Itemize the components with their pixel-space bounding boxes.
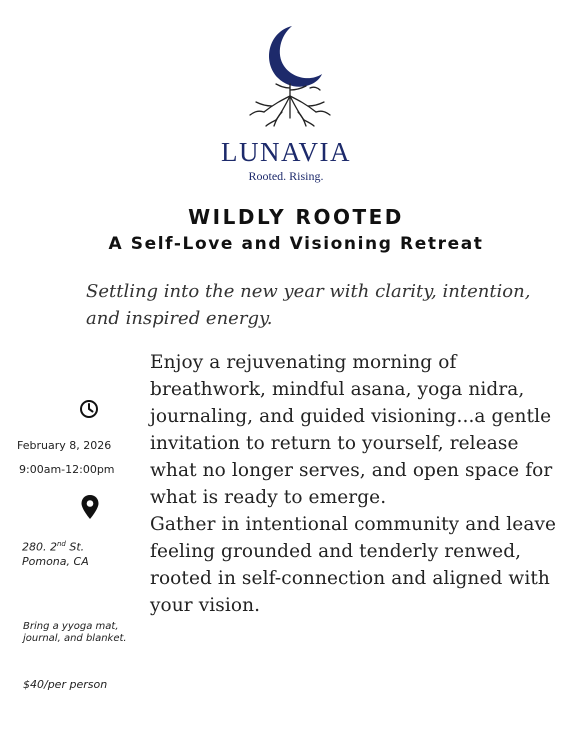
brand-name: LUNAVIA	[221, 137, 351, 167]
moon-roots-logo	[248, 16, 332, 128]
description-paragraph: Enjoy a rejuvenating morning of breathwork, mindful asana, yoga nidra, journaling, and guided visioning...a gentle invitation to return to yourself, release what no longer serves, and open space for what is ready to emerge.	[150, 352, 553, 508]
intro-text: Settling into the new year with clarity, intention, and inspired energy.	[86, 281, 531, 329]
clock-icon	[79, 399, 99, 419]
event-address	[22, 537, 142, 569]
event-subtitle: A Self-Love and Visioning Retreat	[108, 234, 484, 254]
crescent-moon-icon	[269, 26, 322, 87]
description	[150, 349, 570, 619]
address-street-number: 280. 2	[22, 540, 57, 554]
map-pin-icon	[80, 494, 100, 520]
description-paragraph: Gather in intentional community and leave feeling grounded and tenderly renwed, rooted in self-connection and aligned with your vision.	[150, 514, 557, 616]
event-date: February 8, 2026	[17, 439, 112, 452]
event-time: 9:00am-12:00pm	[19, 463, 115, 476]
roots-icon	[250, 84, 330, 126]
address-street: St.	[65, 540, 85, 554]
event-title: WILDLY ROOTED	[188, 205, 404, 229]
address-city: Pomona, CA	[22, 554, 89, 568]
event-price: $40/per person	[23, 678, 108, 691]
bring-items: Bring a yyoga mat, journal, and blanket.	[23, 621, 127, 644]
brand-tagline: Rooted. Rising.	[248, 169, 324, 183]
address-ordinal: nd	[57, 540, 66, 548]
